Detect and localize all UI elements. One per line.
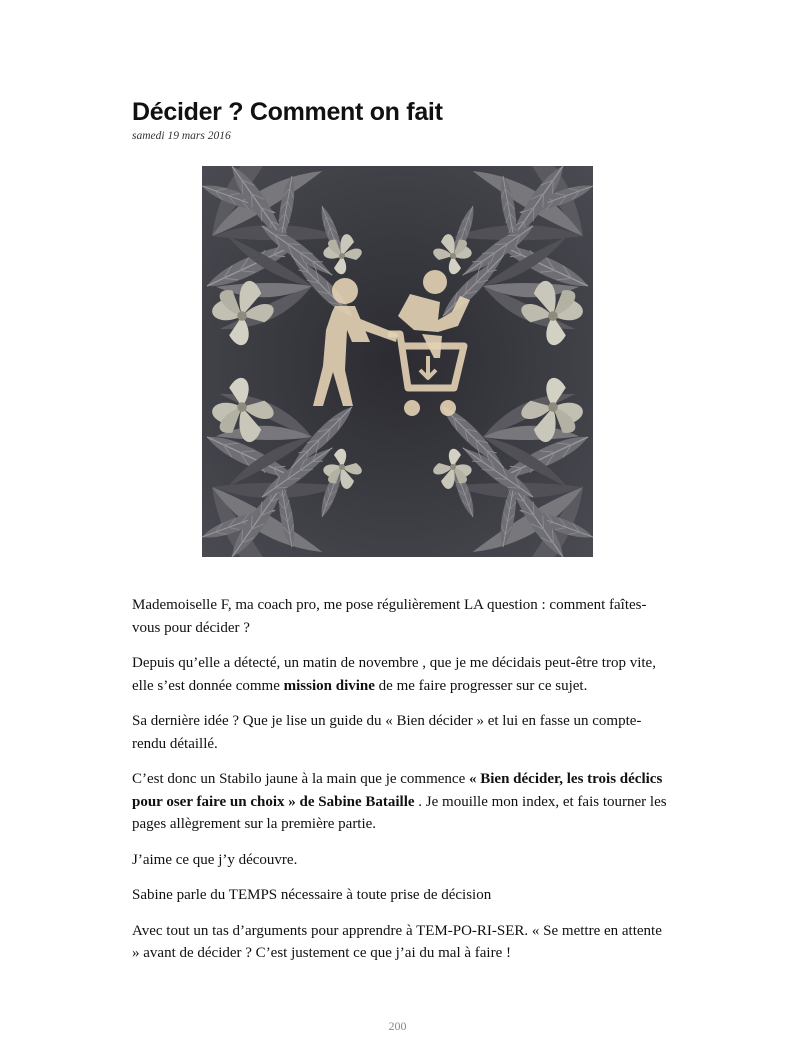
- paragraph-text: C’est donc un Stabilo jaune à la main que je commence: [132, 771, 469, 787]
- post-date: samedi 19 mars 2016: [132, 130, 231, 142]
- paragraph-text: Depuis qu’elle a détecté, un matin de novembre , que je me décidais peut-être trop vite, elle s’est donnée comme: [132, 655, 656, 694]
- paragraph-text: . Je mouille mon index, et fais tourner les pages allègrement sur la première partie.: [132, 793, 667, 832]
- paragraph: J’aime ce que j’y découvre.: [132, 851, 298, 868]
- tropical-foliage-image: [202, 166, 593, 557]
- page-title: Décider ? Comment on fait: [132, 98, 443, 126]
- emphasis-text: mission divine: [283, 677, 375, 694]
- paragraph: [132, 768, 672, 836]
- paragraph: Sabine parle du TEMPS nécessaire à toute prise de décision: [132, 887, 492, 903]
- article-illustration: [202, 166, 593, 557]
- page-number: 200: [388, 1019, 407, 1033]
- paragraph-text: de me faire progresser sur ce sujet.: [374, 677, 588, 694]
- book-title-text: « Bien décider, les trois déclics pour oser faire un choix » de Sabine Bataille: [132, 771, 663, 810]
- paragraph: Sa dernière idée ? Que je lise un guide du « Bien décider » et lui en fasse un compte-rendu détaillé.: [132, 713, 642, 752]
- paragraph: Avec tout un tas d’arguments pour apprendre à TEM-PO-RI-SER. « Se mettre en attente » avant de décider ? C’est justement ce que j’ai du mal à faire !: [132, 922, 662, 961]
- article-body: [132, 594, 672, 978]
- paragraph: [132, 652, 672, 697]
- paragraph: Mademoiselle F, ma coach pro, me pose régulièrement LA question : comment faîtes-vous pour décider ?: [132, 597, 647, 636]
